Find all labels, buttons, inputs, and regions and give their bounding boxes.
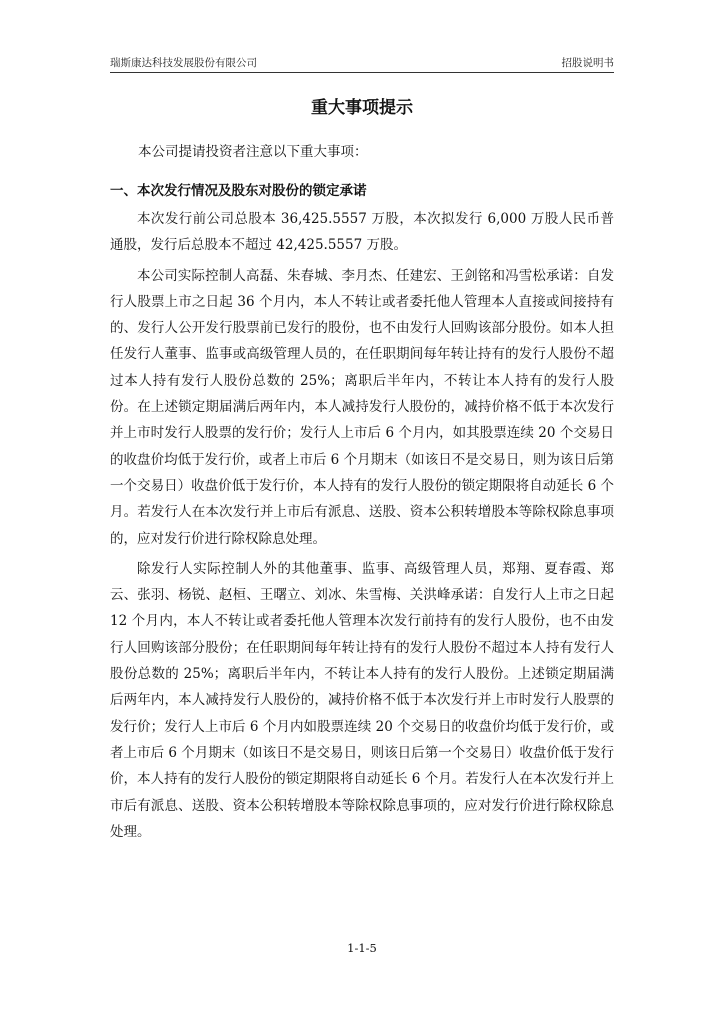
header-company-name: 瑞斯康达科技发展股份有限公司: [110, 57, 257, 69]
header-document-type: 招股说明书: [561, 57, 614, 69]
page-header: [110, 55, 614, 71]
header-divider: [110, 72, 614, 73]
page-title: 重大事项提示: [311, 98, 413, 118]
section-body: [110, 206, 614, 849]
paragraph-officer-commitment: 除发行人实际控制人外的其他董事、监事、高级管理人员，郑翔、夏春霞、郑云、张羽、杨锐、赵桓、王曙立、刘冰、朱雪梅、关洪峰承诺：自发行人上市之日起 12 个月内，本人不转让或者委托他人管理本次发行前持有的发行人股份，也不由发行人回购该部分股份；在任职期间每年转让持有的发行人股份不超过本人持有发行人股份总数的 25%；离职后半年内，不转让本人持有的发行人股份。上述锁定期届满后两年内，本人减持发行人股份的，减持价格不低于本次发行并上市时发行人股票的发行价；发行人上市后 6 个月内如股票连续 20 个交易日的收盘价均低于发行价，或者上市后 6 个月期末（如该日不是交易日，则该日后第一个交易日）收盘价低于发行价，本人持有的发行人股份的锁定期限将自动延长 6 个月。若发行人在本次发行并上市后有派息、送股、资本公积转增股本等除权除息事项的，应对发行价进行除权除息处理。: [110, 560, 614, 840]
intro-paragraph: 本公司提请投资者注意以下重大事项：: [138, 144, 368, 160]
page-number: 1-1-5: [347, 941, 377, 955]
paragraph-share-capital: 本次发行前公司总股本 36,425.5557 万股，本次拟发行 6,000 万股人民币普通股，发行后总股本不超过 42,425.5557 万股。: [110, 211, 614, 254]
paragraph-controller-commitment: 本公司实际控制人高磊、朱春城、李月杰、任建宏、王剑铭和冯雪松承诺：自发行人股票上市之日起 36 个月内，本人不转让或者委托他人管理本人直接或间接持有的、发行人公开发行股票前已发行的股份，也不由发行人回购该部分股份。如本人担任发行人董事、监事或高级管理人员的，在任职期间每年转让持有的发行人股份不超过本人持有发行人股份总数的 25%；离职后半年内，不转让本人持有的发行人股份。在上述锁定期届满后两年内，本人减持发行人股份的，减持价格不低于本次发行并上市时发行人股票的发行价；发行人上市后 6 个月内，如其股票连续 20 个交易日的收盘价均低于发行价，或者上市后 6 个月期末（如该日不是交易日，则为该日后第一个交易日）收盘价低于发行价，本人持有的发行人股份的锁定期限将自动延长 6 个月。若发行人在本次发行并上市后有派息、送股、资本公积转增股本等除权除息事项的，应对发行价进行除权除息处理。: [110, 267, 614, 547]
section-heading: 一、本次发行情况及股东对股份的锁定承诺: [110, 183, 367, 199]
